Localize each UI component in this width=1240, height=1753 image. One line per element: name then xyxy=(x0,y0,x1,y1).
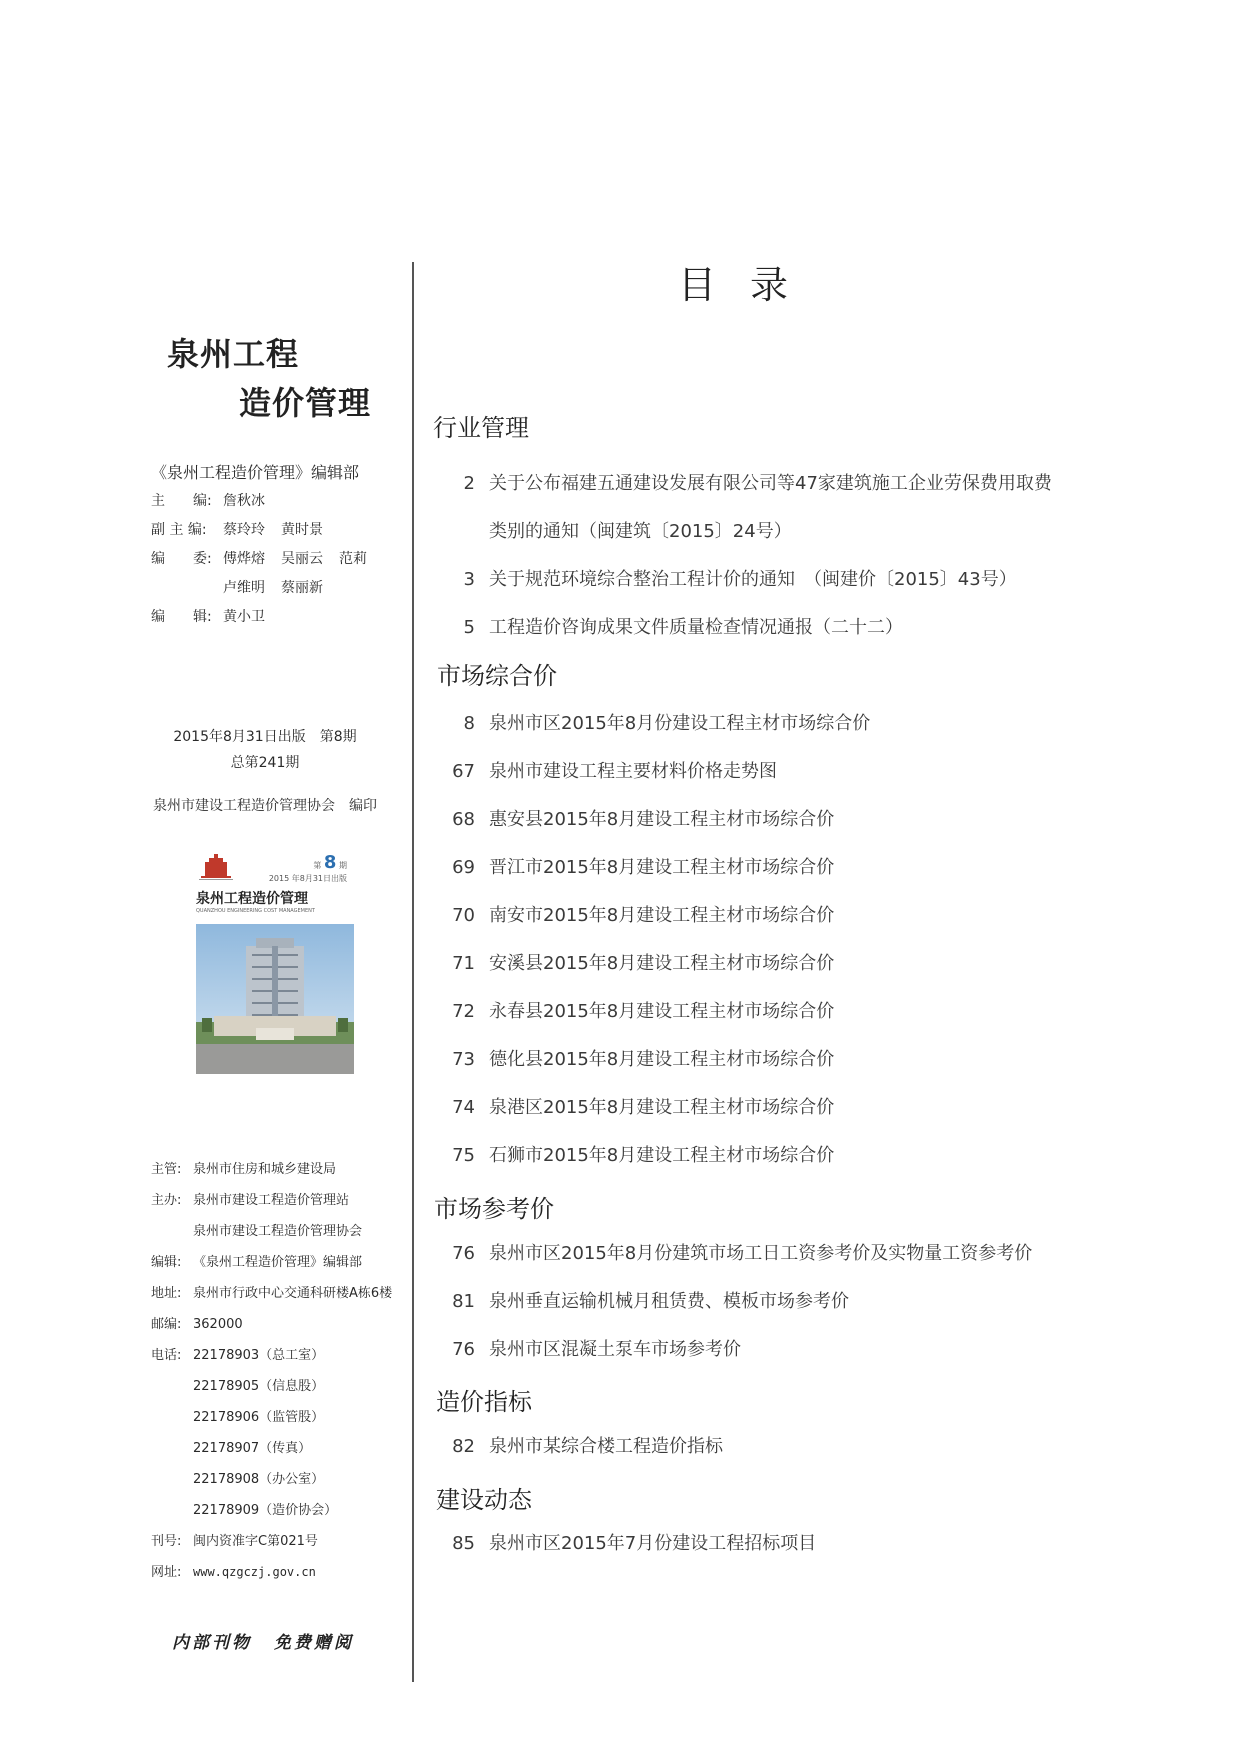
toc-entry-text: 泉州垂直运输机械月租赁费、模板市场参考价 xyxy=(489,1291,849,1312)
toc-entry[interactable] xyxy=(445,1529,816,1555)
info-key: 地址: xyxy=(151,1286,182,1301)
toc-page-number: 69 xyxy=(452,857,475,878)
toc-entry-text: 泉州市区2015年8月份建筑市场工日工资参考价及实物量工资参考价 xyxy=(489,1243,1033,1264)
info-row-address xyxy=(151,1282,392,1301)
staff-name: 范莉 xyxy=(339,551,367,567)
column-divider xyxy=(412,262,414,1682)
info-value: 闽内资准字C第021号 xyxy=(193,1534,318,1549)
cover-issue-number: 8 xyxy=(323,852,337,873)
staff-name: 蔡玲玲 xyxy=(223,522,265,538)
toc-entry-text: 安溪县2015年8月建设工程主材市场综合价 xyxy=(489,953,835,974)
toc-page-number: 8 xyxy=(463,713,475,734)
toc-entry-text: 泉州市区2015年8月份建设工程主材市场综合价 xyxy=(489,713,871,734)
journal-name-line2: 造价管理 xyxy=(239,384,372,422)
toc-entry-text: 泉州市建设工程主要材料价格走势图 xyxy=(489,761,777,782)
staff-name: 黄小卫 xyxy=(223,609,265,625)
toc-section-title: 建设动态 xyxy=(436,1486,532,1514)
toc-entry[interactable] xyxy=(445,1045,834,1071)
info-value: 《泉州工程造价管理》编辑部 xyxy=(193,1255,363,1270)
toc-entry[interactable] xyxy=(445,565,1017,591)
toc-entry[interactable] xyxy=(445,1239,1032,1265)
cover-issue-prefix: 第 xyxy=(313,861,322,870)
staff-label: 编 委: xyxy=(151,551,212,567)
cover-issue-suffix: 期 xyxy=(339,861,347,870)
info-value: 泉州市建设工程造价管理站 xyxy=(193,1193,350,1208)
cover-thumbnail xyxy=(193,850,357,1078)
staff-label: 副 主 编: xyxy=(151,522,207,538)
info-value: 22178908（办公室） xyxy=(193,1472,325,1487)
staff-name: 詹秋冰 xyxy=(223,493,265,509)
info-value: 泉州市行政中心交通科研楼A栋6楼 xyxy=(193,1286,393,1301)
publication-compiler: 泉州市建设工程造价管理协会 编印 xyxy=(153,798,377,814)
toc-page-number: 67 xyxy=(452,761,475,782)
toc-entry[interactable] xyxy=(445,997,834,1023)
info-row-phone-4 xyxy=(193,1437,311,1456)
staff-row xyxy=(151,490,281,510)
toc-page-number: 85 xyxy=(452,1533,475,1554)
info-key: 主办: xyxy=(151,1193,182,1208)
toc-entry[interactable] xyxy=(445,709,870,735)
toc-entry-text: 泉州市区混凝土泵车市场参考价 xyxy=(489,1339,741,1360)
cover-building-photo xyxy=(196,924,354,1074)
info-value: 22178907（传真） xyxy=(193,1441,312,1456)
toc-entry[interactable] xyxy=(445,805,834,831)
toc-page-number: 73 xyxy=(452,1049,475,1070)
toc-page-number: 76 xyxy=(452,1339,475,1360)
toc-entry-text: 泉港区2015年8月建设工程主材市场综合价 xyxy=(489,1097,835,1118)
info-key: 主管: xyxy=(151,1162,182,1177)
cover-issue xyxy=(269,852,347,884)
toc-page-number: 75 xyxy=(452,1145,475,1166)
toc-page-number: 5 xyxy=(463,617,475,638)
info-row-phone-2 xyxy=(193,1375,324,1394)
toc-section-title: 市场综合价 xyxy=(437,662,557,690)
info-key: 编辑: xyxy=(151,1255,182,1270)
info-value: 22178906（监管股） xyxy=(193,1410,325,1425)
info-row-sponsor xyxy=(151,1189,349,1208)
info-row-phone-5 xyxy=(193,1468,324,1487)
toc-entry-text: 工程造价咨询成果文件质量检查情况通报（二十二） xyxy=(489,617,903,638)
staff-name: 傅烨熔 xyxy=(223,551,265,567)
staff-name: 吴丽云 xyxy=(281,551,323,567)
staff-name: 卢维明 xyxy=(223,580,265,596)
info-row-editor xyxy=(151,1251,362,1270)
toc-entry-text: 关于规范环境综合整治工程计价的通知 （闽建价〔2015〕43号） xyxy=(489,569,1017,590)
toc-entry-text: 惠安县2015年8月建设工程主材市场综合价 xyxy=(489,809,835,830)
info-value: 泉州市建设工程造价管理协会 xyxy=(193,1224,363,1239)
publication-date: 2015年8月31日出版 第8期 xyxy=(173,729,357,745)
toc-page-number: 68 xyxy=(452,809,475,830)
toc-entry[interactable] xyxy=(445,1287,849,1313)
toc-entry-text: 关于公布福建五通建设发展有限公司等47家建筑施工企业劳保费用取费 xyxy=(489,473,1052,494)
cover-logo-icon xyxy=(197,854,237,882)
toc-entry[interactable] xyxy=(445,757,777,783)
info-value: 22178905（信息股） xyxy=(193,1379,325,1394)
toc-section-title: 造价指标 xyxy=(436,1388,532,1416)
info-value: 22178909（造价协会） xyxy=(193,1503,338,1518)
toc-page-number: 70 xyxy=(452,905,475,926)
free-gift-label: 免费赠阅 xyxy=(274,1633,354,1653)
staff-row xyxy=(151,606,281,626)
info-key: 刊号: xyxy=(151,1534,182,1549)
toc-section-title: 行业管理 xyxy=(433,414,529,442)
info-row-phone xyxy=(151,1344,324,1363)
toc-entry-text: 德化县2015年8月建设工程主材市场综合价 xyxy=(489,1049,835,1070)
toc-entry[interactable] xyxy=(445,1141,834,1167)
toc-page-number: 71 xyxy=(452,953,475,974)
cover-issue-note: 2015 年8月31日出版 xyxy=(268,874,347,883)
info-row-website xyxy=(151,1561,316,1580)
editorial-title: 《泉州工程造价管理》编辑部 xyxy=(151,463,360,482)
staff-row xyxy=(151,519,339,539)
info-row-phone-6 xyxy=(193,1499,337,1518)
toc-entry[interactable] xyxy=(445,613,903,639)
toc-entry-text: 泉州市某综合楼工程造价指标 xyxy=(489,1436,723,1457)
internal-publication-label: 内部刊物 xyxy=(172,1633,252,1653)
toc-page-number: 81 xyxy=(452,1291,475,1312)
toc-entry[interactable] xyxy=(445,901,834,927)
website-link[interactable]: www.qzgczj.gov.cn xyxy=(193,1565,316,1579)
info-key: 邮编: xyxy=(151,1317,182,1332)
toc-entry-text: 泉州市区2015年7月份建设工程招标项目 xyxy=(489,1533,817,1554)
info-row-sponsor-2 xyxy=(193,1220,362,1239)
toc-page-number: 3 xyxy=(463,569,475,590)
toc-entry-text: 晋江市2015年8月建设工程主材市场综合价 xyxy=(489,857,835,878)
toc-entry[interactable] xyxy=(445,1432,723,1458)
staff-row xyxy=(151,548,383,568)
info-row-phone-3 xyxy=(193,1406,324,1425)
info-value: 362000 xyxy=(193,1317,243,1332)
staff-name: 蔡丽新 xyxy=(281,580,323,596)
toc-entry[interactable] xyxy=(445,1093,834,1119)
toc-entry-text: 永春县2015年8月建设工程主材市场综合价 xyxy=(489,1001,835,1022)
toc-entry[interactable] xyxy=(445,949,834,975)
cover-subtitle: QUANZHOU ENGINEERING COST MANAGEMENT xyxy=(196,908,315,914)
toc-entry[interactable] xyxy=(445,469,1052,495)
toc-page-number: 74 xyxy=(452,1097,475,1118)
toc-entry-text: 南安市2015年8月建设工程主材市场综合价 xyxy=(489,905,835,926)
info-row-issn xyxy=(151,1530,318,1549)
toc-entry-text: 石狮市2015年8月建设工程主材市场综合价 xyxy=(489,1145,835,1166)
staff-label: 编 辑: xyxy=(151,609,212,625)
toc-page-number: 76 xyxy=(452,1243,475,1264)
toc-entry-continuation[interactable]: 类别的通知（闽建筑〔2015〕24号） xyxy=(489,521,792,542)
toc-section-title: 市场参考价 xyxy=(434,1195,554,1223)
toc-entry[interactable] xyxy=(445,1335,741,1361)
info-key: 电话: xyxy=(151,1348,182,1363)
staff-row xyxy=(151,577,339,597)
info-row-supervisor xyxy=(151,1158,336,1177)
toc-title: 目录 xyxy=(678,263,823,307)
toc-page-number: 2 xyxy=(463,473,475,494)
cover-title: 泉州工程造价管理 xyxy=(196,891,308,907)
journal-name-line1: 泉州工程 xyxy=(167,335,300,373)
publication-total-issue: 总第241期 xyxy=(230,755,300,771)
info-value: 22178903（总工室） xyxy=(193,1348,325,1363)
toc-entry[interactable] xyxy=(445,853,834,879)
staff-label: 主 编: xyxy=(151,493,212,509)
staff-name: 黄时景 xyxy=(281,522,323,538)
info-key: 网址: xyxy=(151,1565,182,1580)
info-row-postcode xyxy=(151,1313,243,1332)
free-distribution-note xyxy=(172,1628,354,1653)
toc-page-number: 72 xyxy=(452,1001,475,1022)
info-value: 泉州市住房和城乡建设局 xyxy=(193,1162,337,1177)
toc-page-number: 82 xyxy=(452,1436,475,1457)
